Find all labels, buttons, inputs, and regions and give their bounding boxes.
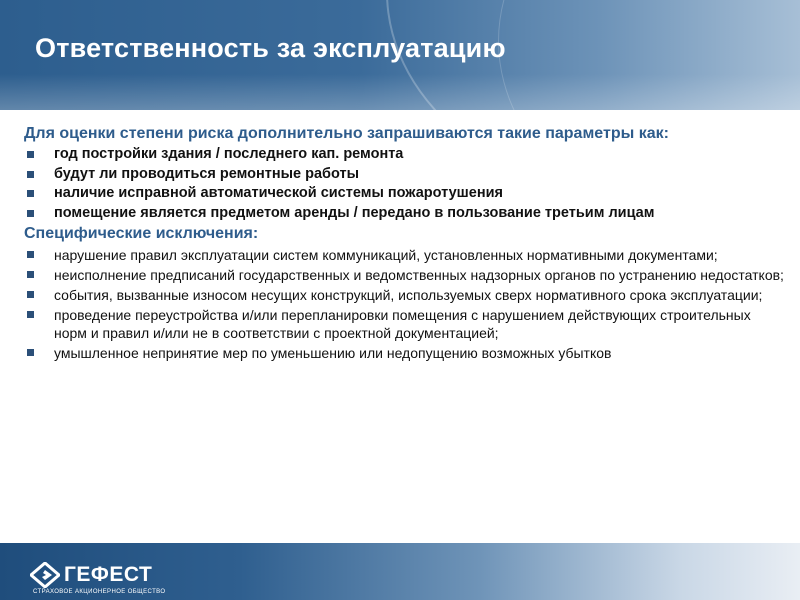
- list-item-text: проведение переустройства и/или перепланировки помещения с нарушением действующих строительных норм и правил и/или не в соответствии с проектной документацией;: [54, 307, 751, 341]
- bullet-square-icon: [27, 291, 34, 298]
- list-item-text: наличие исправной автоматической системы пожаротушения: [54, 185, 503, 201]
- bullet-square-icon: [27, 251, 34, 258]
- list-item: [24, 246, 786, 264]
- bullet-square-icon: [27, 190, 34, 197]
- list-item-text: год постройки здания / последнего кап. ремонта: [54, 146, 404, 162]
- logo-subtitle: СТРАХОВОЕ АКЦИОНЕРНОЕ ОБЩЕСТВО: [33, 589, 166, 595]
- list-item-text: помещение является предметом аренды / передано в пользование третьим лицам: [54, 204, 655, 221]
- list-item: [24, 146, 786, 164]
- list-item: [24, 205, 786, 223]
- exclusions-list: [24, 246, 786, 362]
- logo-name: ГЕФЕСТ: [64, 563, 153, 586]
- company-logo: [30, 562, 152, 588]
- header-shade: [0, 74, 800, 110]
- list-item: [24, 306, 786, 342]
- gefest-logo-icon: [30, 562, 60, 588]
- list-item-text: неисполнение предписаний государственных и ведомственных надзорных органов по устранению недостатков;: [54, 267, 784, 283]
- bullet-square-icon: [27, 311, 34, 318]
- list-item-text: события, вызванные износом несущих конструкций, используемых сверх нормативного срока эксплуатации;: [54, 287, 763, 303]
- list-item-text: умышленное непринятие мер по уменьшению или недопущению возможных убытков: [54, 345, 612, 361]
- slide-content: [24, 124, 786, 364]
- bullet-square-icon: [27, 210, 34, 217]
- bullet-square-icon: [27, 151, 34, 158]
- list-item: [24, 266, 786, 284]
- list-item: [24, 286, 786, 304]
- list-item: [24, 344, 786, 362]
- risk-parameters-list: [24, 146, 786, 222]
- section-heading-exclusions: Специфические исключения:: [24, 225, 259, 242]
- list-item-text: нарушение правил эксплуатации систем коммуникаций, установленных нормативными документами;: [54, 247, 718, 263]
- list-item: [24, 185, 786, 203]
- bullet-square-icon: [27, 271, 34, 278]
- bullet-square-icon: [27, 349, 34, 356]
- bullet-square-icon: [27, 171, 34, 178]
- list-item: [24, 166, 786, 184]
- list-item-text: будут ли проводиться ремонтные работы: [54, 165, 359, 182]
- section-heading-risk-parameters: Для оценки степени риска дополнительно запрашиваются такие параметры как:: [24, 125, 669, 142]
- page-title: Ответственность за эксплуатацию: [35, 33, 506, 63]
